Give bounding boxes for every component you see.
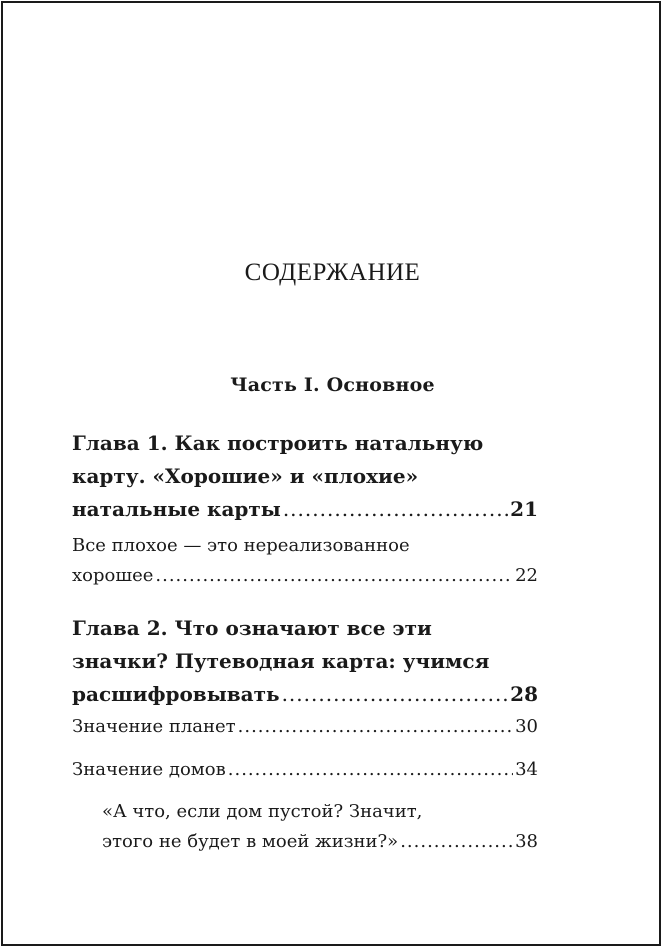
part-title: Часть I. Основное [230,374,435,396]
dot-leader [228,755,513,785]
toc-entry-section-houses[interactable] [72,755,538,785]
toc-entry-last-line [102,827,538,857]
page-number: 22 [515,565,538,586]
dot-leader [282,678,509,711]
toc-entry-line: Все плохое — это нереализованное [72,535,410,556]
page-number: 30 [515,716,538,737]
toc-entry-line: карту. «Хорошие» и «плохие» [72,464,419,488]
toc-entry-text: Значение домов [72,759,226,780]
page-title: СОДЕРЖАНИЕ [244,259,421,286]
toc-entry-last-line [72,755,538,785]
toc-entry-line: Глава 1. Как построить натальную [72,431,484,455]
toc-entry-text: этого не будет в моей жизни?» [102,831,399,852]
toc-entry-last-line [72,712,538,742]
toc-entry-text: Значение планет [72,716,236,737]
toc-entry-subsection-empty-house[interactable] [102,797,538,857]
toc-entry-text: расшифровывать [72,682,280,706]
page-number: 38 [515,831,538,852]
toc-entry-last-line [72,493,538,526]
toc-entry-text: натальные карты [72,497,281,521]
toc-entry-line: значки? Путеводная карта: учимся [72,649,490,673]
toc-entry-chapter-1[interactable] [72,427,538,526]
page-number: 21 [510,497,538,521]
page-number: 34 [515,759,538,780]
toc-entry-last-line [72,561,538,591]
dot-leader [238,712,513,742]
dot-leader [400,827,513,857]
toc-entry-section-bad-is-unrealized-good[interactable] [72,531,538,591]
page-number: 28 [510,682,538,706]
dot-leader [155,561,513,591]
toc-entry-text: хорошее [72,565,154,586]
toc-entry-line: «А что, если дом пустой? Значит, [102,801,423,822]
toc-entry-last-line [72,678,538,711]
toc-entry-chapter-2[interactable] [72,612,538,711]
toc-entry-line: Глава 2. Что означают все эти [72,616,432,640]
dot-leader [283,493,508,526]
toc-entry-section-planets[interactable] [72,712,538,742]
